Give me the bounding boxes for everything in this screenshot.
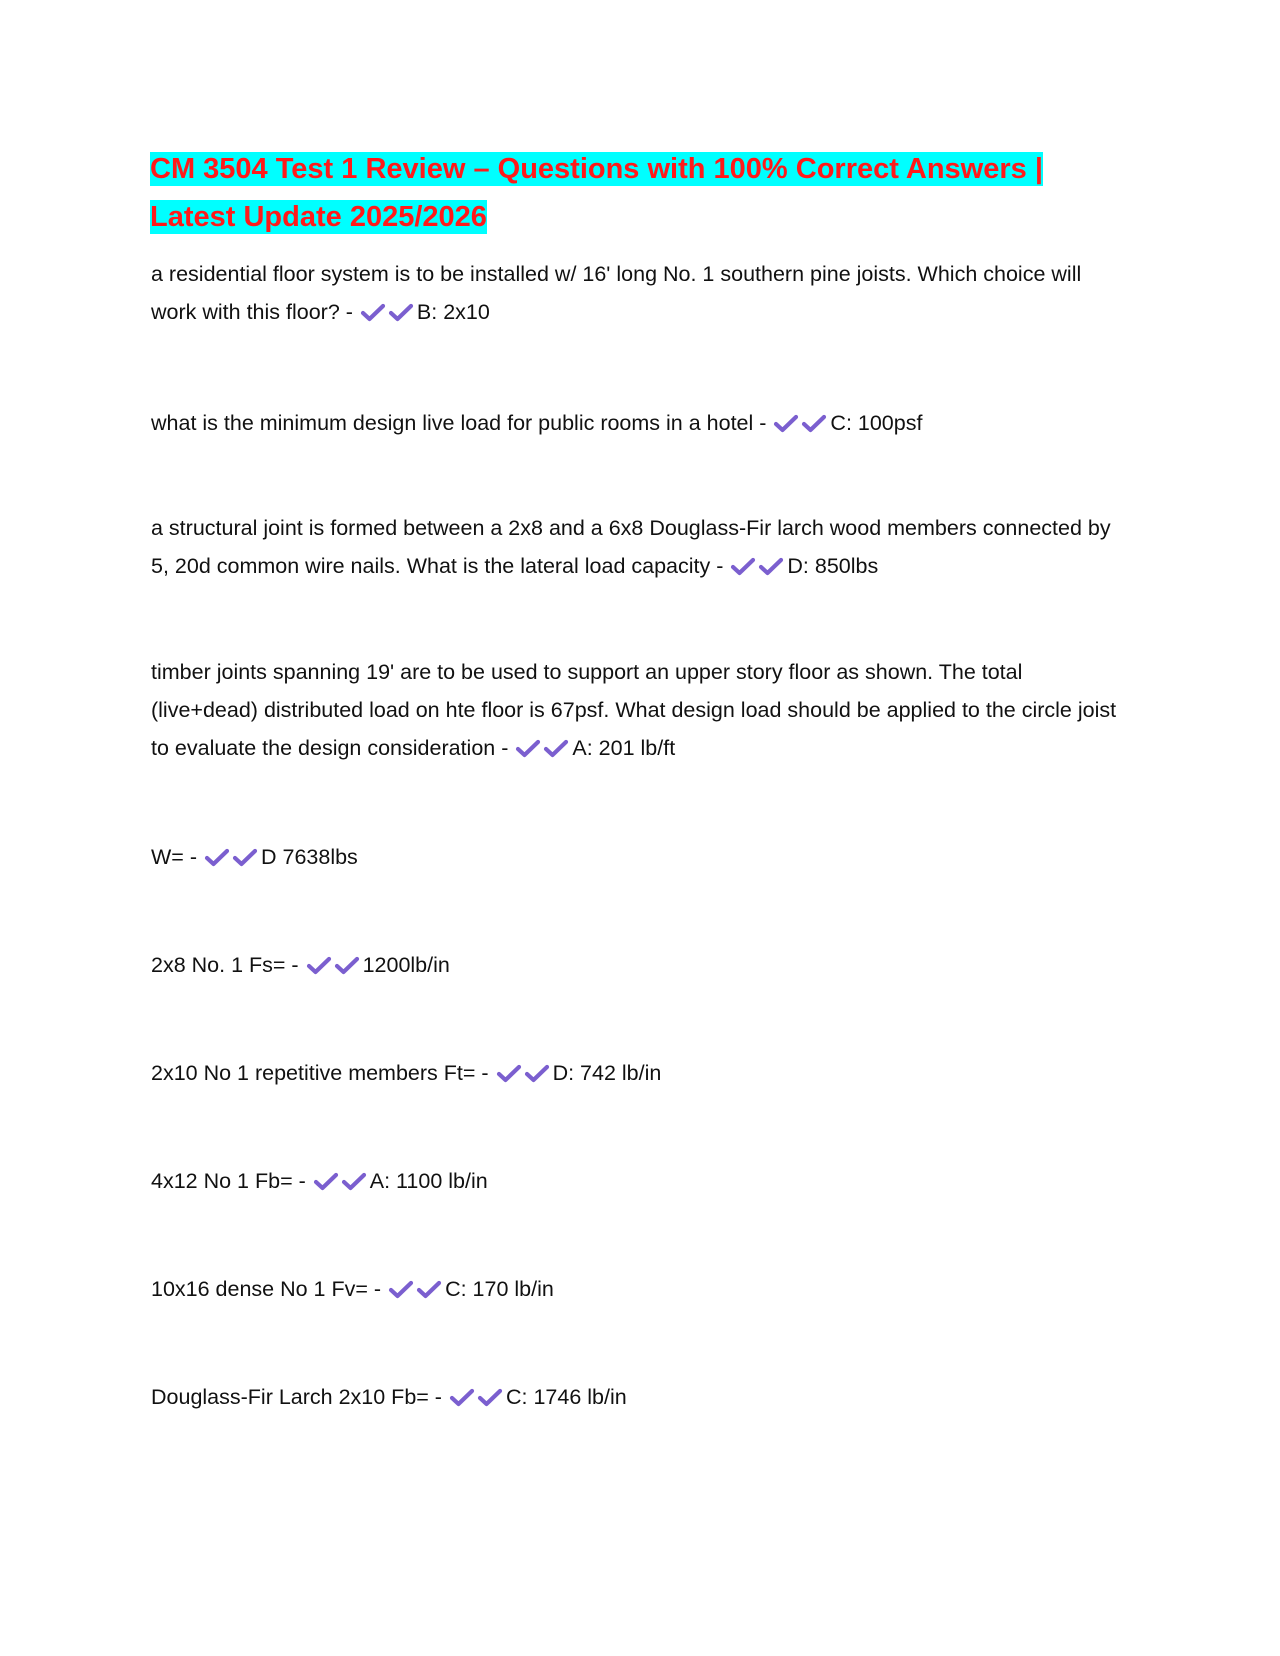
answer-text: B: 2x10	[416, 300, 490, 324]
double-check-icon	[305, 950, 361, 988]
double-check-icon	[772, 408, 828, 446]
check-icon	[495, 1062, 523, 1084]
title-line-2: Latest Update 2025/2026	[150, 201, 487, 233]
document-title	[150, 145, 1130, 241]
qa-item-4	[151, 653, 1131, 771]
question-text: a structural joint is formed between a 2x8 and a 6x8 Douglass-Fir larch wood members connected by 5, 20d common wire nails. What is the lateral load capacity -	[151, 516, 1111, 578]
answer-text: 1200lb/in	[362, 953, 450, 977]
qa-item-7	[151, 1054, 1131, 1096]
qa-item-1	[151, 255, 1131, 335]
check-icon	[333, 954, 361, 976]
check-icon	[305, 954, 333, 976]
check-icon	[800, 412, 828, 434]
double-check-icon	[729, 551, 785, 589]
check-icon	[387, 301, 415, 323]
qa-item-3	[151, 509, 1131, 589]
check-icon	[359, 301, 387, 323]
check-icon	[476, 1386, 504, 1408]
double-check-icon	[359, 297, 415, 335]
answer-text: A: 201 lb/ft	[572, 736, 676, 760]
check-icon	[514, 737, 542, 759]
question-text: Douglass-Fir Larch 2x10 Fb= -	[151, 1385, 442, 1409]
double-check-icon	[448, 1382, 504, 1420]
check-icon	[340, 1170, 368, 1192]
double-check-icon	[387, 1274, 443, 1312]
check-icon	[312, 1170, 340, 1192]
question-text: a residential floor system is to be installed w/ 16' long No. 1 southern pine joists. Which choice will work with this floor? -	[151, 262, 1082, 324]
answer-text: D 7638lbs	[260, 845, 358, 869]
qa-item-9	[151, 1270, 1131, 1312]
question-text: 4x12 No 1 Fb= -	[151, 1169, 306, 1193]
check-icon	[448, 1386, 476, 1408]
answer-text: C: 170 lb/in	[445, 1277, 554, 1301]
check-icon	[415, 1278, 443, 1300]
check-icon	[757, 555, 785, 577]
title-highlight	[150, 152, 1043, 234]
double-check-icon	[203, 842, 259, 880]
question-text: W= -	[151, 845, 197, 869]
qa-item-2	[151, 404, 1131, 446]
answer-text: A: 1100 lb/in	[369, 1169, 488, 1193]
check-icon	[729, 555, 757, 577]
qa-item-6	[151, 946, 1131, 988]
double-check-icon	[514, 733, 570, 771]
answer-text: D: 850lbs	[787, 554, 879, 578]
double-check-icon	[495, 1058, 551, 1096]
check-icon	[203, 846, 231, 868]
check-icon	[231, 846, 259, 868]
question-text: timber joints spanning 19' are to be used to support an upper story floor as shown. The total (live+dead) distributed load on hte floor is 67psf. What design load should be applied to the circle joist to evaluate the design consideration -	[151, 660, 1117, 760]
answer-text: C: 100psf	[830, 411, 923, 435]
question-text: 2x10 No 1 repetitive members Ft= -	[151, 1061, 489, 1085]
qa-item-8	[151, 1162, 1131, 1204]
qa-item-10	[151, 1378, 1131, 1420]
double-check-icon	[312, 1166, 368, 1204]
title-line-1: CM 3504 Test 1 Review – Questions with 100% Correct Answers |	[150, 153, 1043, 185]
check-icon	[542, 737, 570, 759]
check-icon	[387, 1278, 415, 1300]
answer-text: C: 1746 lb/in	[505, 1385, 627, 1409]
check-icon	[772, 412, 800, 434]
check-icon	[523, 1062, 551, 1084]
question-text: 2x8 No. 1 Fs= -	[151, 953, 299, 977]
question-text: what is the minimum design live load for public rooms in a hotel -	[151, 411, 767, 435]
question-text: 10x16 dense No 1 Fv= -	[151, 1277, 382, 1301]
answer-text: D: 742 lb/in	[552, 1061, 662, 1085]
qa-item-5	[151, 838, 1131, 880]
